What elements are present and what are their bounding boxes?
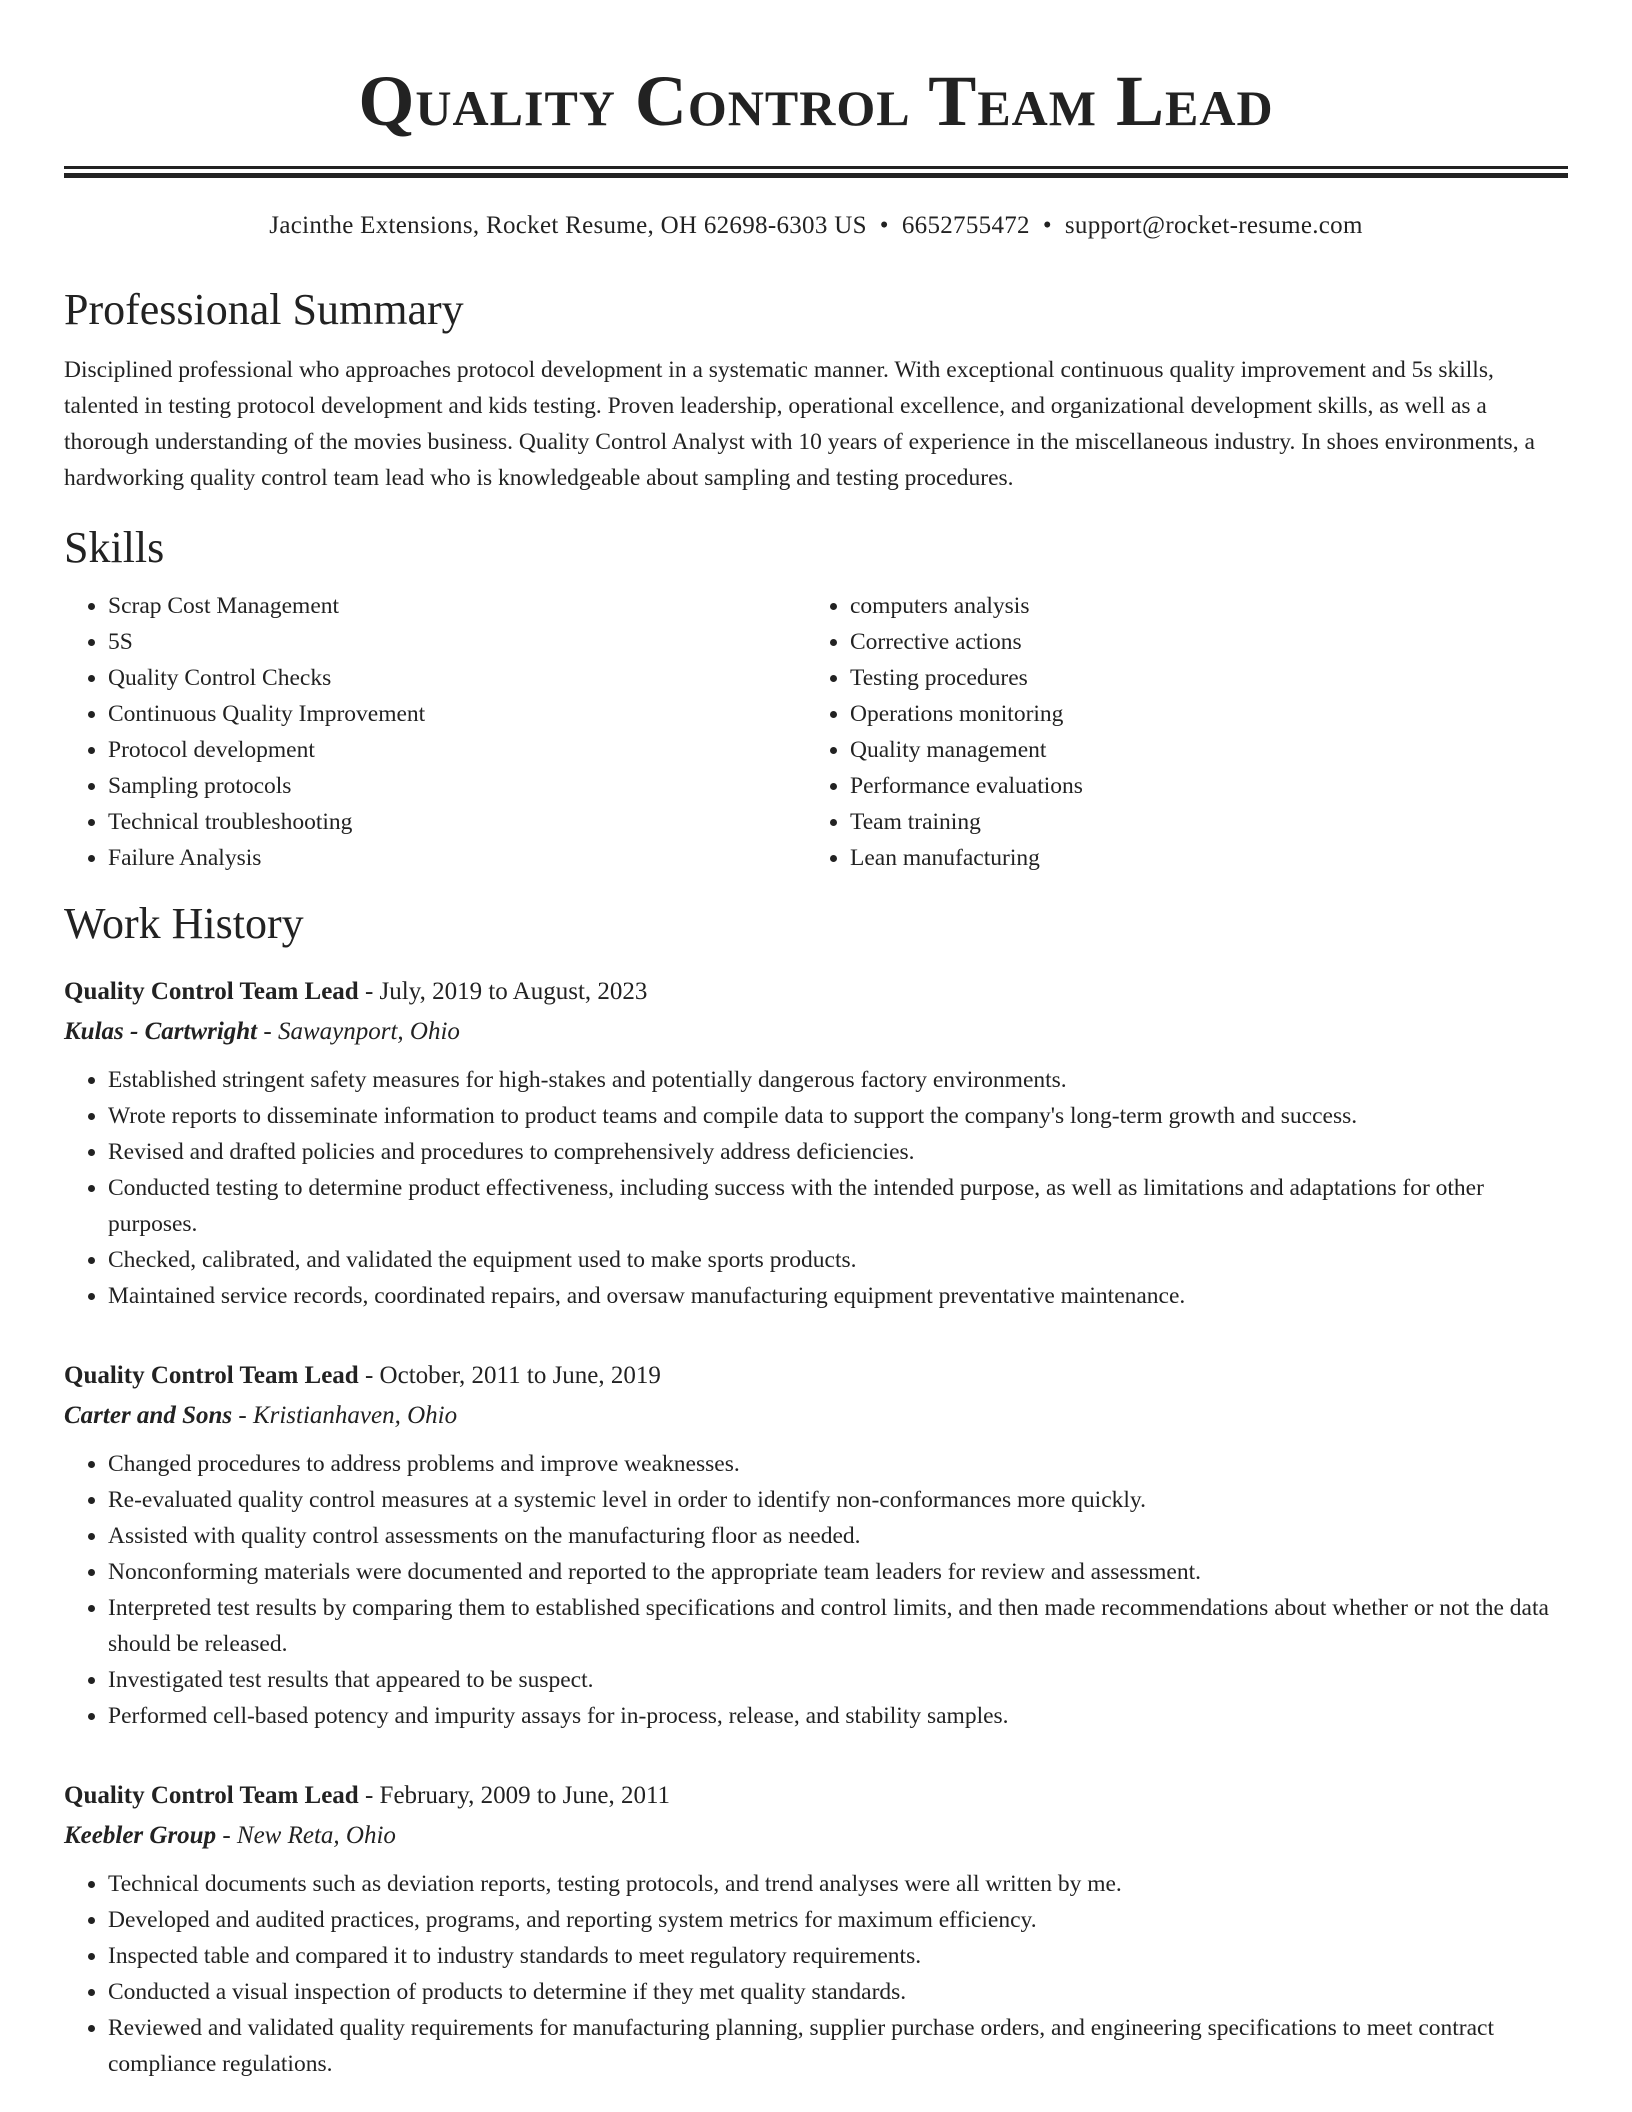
skill-item: • Scrap Cost Management [108,588,806,624]
skill-item: • 5S [108,624,806,660]
skill-item: • Continuous Quality Improvement [108,696,806,732]
skill-item: • Sampling protocols [108,768,806,804]
job-bullet: • Checked, calibrated, and validated the equipment used to make sports products. [108,1242,1568,1278]
skills-heading: Skills [64,523,165,572]
skill-item: • Operations monitoring [850,696,1548,732]
resume-title: Quality Control Team Lead [358,61,1274,141]
skill-item: • Quality management [850,732,1548,768]
job-bullet: • Reviewed and validated quality requirements for manufacturing planning, supplier purchase orders, and engineering specifications to meet contract compliance regulations. [108,2010,1568,2082]
job-bullet: • Conducted testing to determine product effectiveness, including success with the intended purpose, as well as limitations and adaptations for other purposes. [108,1170,1568,1242]
job-entry [64,1356,1568,1734]
job-title-line [64,1776,1568,1816]
job-bullet: • Developed and audited practices, programs, and reporting system metrics for maximum efficiency. [108,1902,1568,1938]
work-history-heading: Work History [64,899,304,948]
job-title-line [64,1356,1568,1396]
job-role: Quality Control Team Lead [64,1362,359,1389]
skill-item: • Failure Analysis [108,840,806,876]
job-bullet: • Revised and drafted policies and procedures to comprehensively address deficiencies. [108,1134,1568,1170]
job-bullets [64,1062,1568,1314]
job-bullet: • Established stringent safety measures for high-stakes and potentially dangerous factory environments. [108,1062,1568,1098]
contact-separator: • [879,212,889,239]
job-bullet: • Performed cell-based potency and impurity assays for in-process, release, and stability samples. [108,1698,1568,1734]
job-bullet: • Changed procedures to address problems and improve weaknesses. [108,1446,1568,1482]
job-company-line [64,1012,1568,1052]
skills-right-list [806,588,1548,876]
job-bullet: • Re-evaluated quality control measures at a systemic level in order to identify non-conformances more quickly. [108,1482,1568,1518]
title-divider [64,166,1568,178]
contact-address: Jacinthe Extensions, Rocket Resume, OH 62698-6303 US [269,212,867,239]
job-dates: - February, 2009 to June, 2011 [358,1782,671,1809]
contact-email: support@rocket-resume.com [1064,212,1363,239]
job-dates: - October, 2011 to June, 2019 [358,1362,661,1389]
job-title-line [64,972,1568,1012]
contact-separator: • [1042,212,1052,239]
summary-text: Disciplined professional who approaches protocol development in a systematic manner. With exceptional continuous quality improvement and 5s skills, talented in testing protocol development and kids testing. Proven leadership, operational excellence, and organizational development skills, as well as a thorough understanding of the movies business. Quality Control Analyst with 10 years of experience in the miscellaneous industry. In shoes environments, a hardworking quality control team lead who is knowledgeable about sampling and testing procedures. [64,357,1535,491]
job-entry [64,972,1568,1314]
job-dates: - July, 2019 to August, 2023 [358,978,648,1005]
contact-line [64,208,1568,244]
summary-heading: Professional Summary [64,285,464,334]
job-bullet: • Assisted with quality control assessments on the manufacturing floor as needed. [108,1518,1568,1554]
job-entry [64,1776,1568,2082]
job-role: Quality Control Team Lead [64,1782,359,1809]
skills-columns [64,588,1568,876]
job-bullets [64,1866,1568,2082]
skill-item: • Testing procedures [850,660,1548,696]
skill-item: • computers analysis [850,588,1548,624]
job-location: - Sawaynport, Ohio [257,1018,460,1045]
job-bullet: • Investigated test results that appeared to be suspect. [108,1662,1568,1698]
job-location: - New Reta, Ohio [216,1822,396,1849]
job-bullets [64,1446,1568,1734]
skill-item: • Corrective actions [850,624,1548,660]
job-company: Kulas - Cartwright [64,1018,258,1045]
job-bullet: • Conducted a visual inspection of products to determine if they met quality standards. [108,1974,1568,2010]
skill-item: • Protocol development [108,732,806,768]
job-bullet: • Nonconforming materials were documented and reported to the appropriate team leaders for review and assessment. [108,1554,1568,1590]
skill-item: • Lean manufacturing [850,840,1548,876]
job-bullet: • Interpreted test results by comparing them to established specifications and control limits, and then made recommendations about whether or not the data should be released. [108,1590,1568,1662]
skill-item: • Technical troubleshooting [108,804,806,840]
skill-item: • Quality Control Checks [108,660,806,696]
job-company: Keebler Group [64,1822,217,1849]
job-location: - Kristianhaven, Ohio [232,1402,458,1429]
contact-phone: 6652755472 [901,212,1030,239]
skills-left-list [64,588,806,876]
job-company-line [64,1816,1568,1856]
skill-item: • Performance evaluations [850,768,1548,804]
job-bullet: • Inspected table and compared it to industry standards to meet regulatory requirements. [108,1938,1568,1974]
job-company-line [64,1396,1568,1436]
job-bullet: • Wrote reports to disseminate information to product teams and compile data to support the company's long-term growth and success. [108,1098,1568,1134]
job-bullet: • Technical documents such as deviation reports, testing protocols, and trend analyses were all written by me. [108,1866,1568,1902]
job-role: Quality Control Team Lead [64,978,359,1005]
job-bullet: • Maintained service records, coordinated repairs, and oversaw manufacturing equipment preventative maintenance. [108,1278,1568,1314]
job-company: Carter and Sons [64,1402,233,1429]
skill-item: • Team training [850,804,1548,840]
